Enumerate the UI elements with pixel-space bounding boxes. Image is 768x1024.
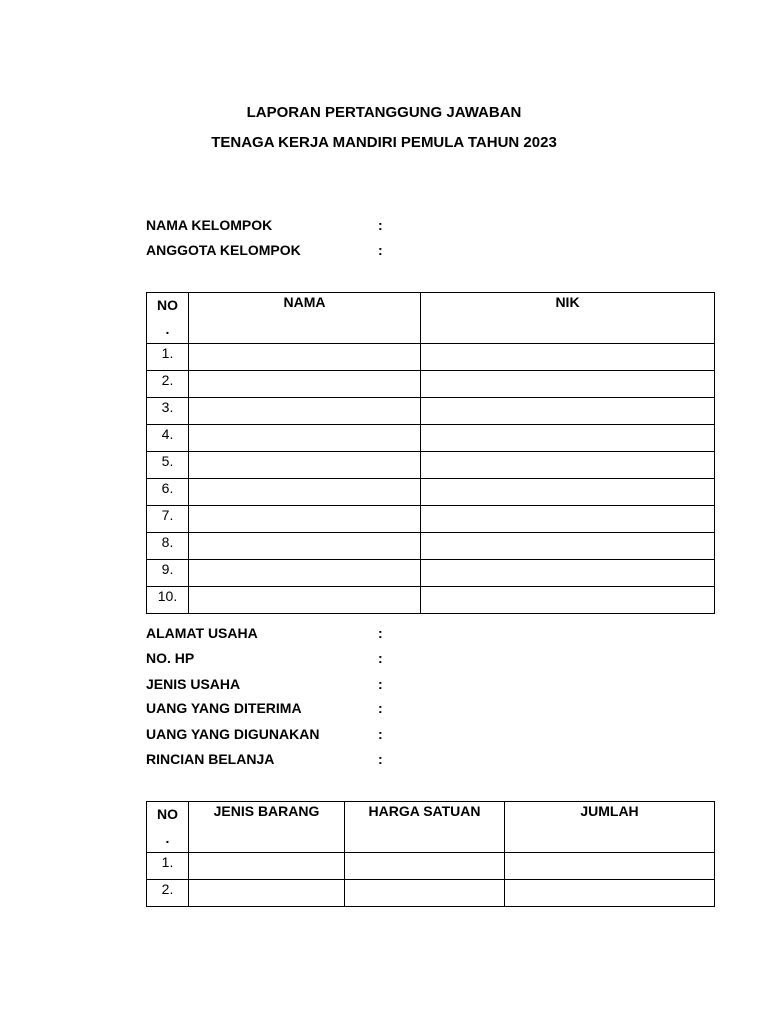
- nama-cell[interactable]: [189, 398, 421, 425]
- table-row: [147, 344, 715, 371]
- field-rincian-belanja: [146, 751, 446, 768]
- field-colon: :: [378, 242, 383, 258]
- document-title-line-2: TENAGA KERJA MANDIRI PEMULA TAHUN 2023: [211, 134, 557, 151]
- table-row: [147, 587, 715, 614]
- field-colon: :: [378, 726, 383, 742]
- header-no-dot: .: [165, 321, 170, 337]
- table-row: [147, 533, 715, 560]
- row-number: 5.: [147, 452, 189, 479]
- table-row: [147, 853, 715, 880]
- table-row: [147, 398, 715, 425]
- field-label: ALAMAT USAHA: [146, 625, 258, 641]
- field-label: NO. HP: [146, 650, 195, 666]
- row-number: 8.: [147, 533, 189, 560]
- jenis-barang-cell[interactable]: [189, 853, 345, 880]
- field-colon: :: [378, 751, 383, 767]
- header-no: [147, 802, 189, 853]
- field-jenis-usaha: [146, 676, 446, 693]
- field-nama-kelompok: [146, 217, 446, 234]
- row-number: 4.: [147, 425, 189, 452]
- field-colon: :: [378, 217, 383, 233]
- nama-cell[interactable]: [189, 425, 421, 452]
- table-row: [147, 371, 715, 398]
- nama-cell[interactable]: [189, 533, 421, 560]
- table-row: [147, 452, 715, 479]
- jumlah-cell[interactable]: [505, 853, 715, 880]
- members-table: [146, 292, 715, 614]
- nama-cell[interactable]: [189, 479, 421, 506]
- field-colon: :: [378, 650, 383, 666]
- field-label: RINCIAN BELANJA: [146, 751, 275, 767]
- row-number: 2.: [147, 371, 189, 398]
- field-label: ANGGOTA KELOMPOK: [146, 242, 301, 258]
- nik-cell[interactable]: [421, 587, 715, 614]
- header-no: [147, 293, 189, 344]
- header-jenis-barang: JENIS BARANG: [189, 802, 345, 853]
- nik-cell[interactable]: [421, 398, 715, 425]
- field-anggota-kelompok: [146, 242, 446, 259]
- row-number: 7.: [147, 506, 189, 533]
- row-number: 2.: [147, 880, 189, 907]
- field-label: UANG YANG DITERIMA: [146, 700, 302, 716]
- nik-cell[interactable]: [421, 425, 715, 452]
- row-number: 1.: [147, 344, 189, 371]
- nik-cell[interactable]: [421, 371, 715, 398]
- field-no-hp: [146, 650, 446, 667]
- items-table: [146, 801, 715, 907]
- row-number: 6.: [147, 479, 189, 506]
- members-table-header-row: [147, 293, 715, 344]
- field-uang-digunakan: [146, 726, 446, 743]
- header-harga-satuan: HARGA SATUAN: [345, 802, 505, 853]
- header-nama: NAMA: [189, 293, 421, 344]
- table-row: [147, 425, 715, 452]
- header-jumlah: JUMLAH: [505, 802, 715, 853]
- nik-cell[interactable]: [421, 560, 715, 587]
- harga-satuan-cell[interactable]: [345, 880, 505, 907]
- jumlah-cell[interactable]: [505, 880, 715, 907]
- field-label: NAMA KELOMPOK: [146, 217, 273, 233]
- header-nik: NIK: [421, 293, 715, 344]
- document-title-line-1: LAPORAN PERTANGGUNG JAWABAN: [246, 104, 522, 121]
- nik-cell[interactable]: [421, 344, 715, 371]
- nama-cell[interactable]: [189, 560, 421, 587]
- field-colon: :: [378, 676, 383, 692]
- table-row: [147, 479, 715, 506]
- header-no-text: NO: [157, 297, 178, 313]
- harga-satuan-cell[interactable]: [345, 853, 505, 880]
- nama-cell[interactable]: [189, 371, 421, 398]
- nik-cell[interactable]: [421, 533, 715, 560]
- field-label: JENIS USAHA: [146, 676, 241, 692]
- nama-cell[interactable]: [189, 344, 421, 371]
- table-row: [147, 880, 715, 907]
- nik-cell[interactable]: [421, 452, 715, 479]
- nik-cell[interactable]: [421, 506, 715, 533]
- field-colon: :: [378, 625, 383, 641]
- header-no-text: NO: [157, 806, 178, 822]
- table-row: [147, 506, 715, 533]
- row-number: 9.: [147, 560, 189, 587]
- nik-cell[interactable]: [421, 479, 715, 506]
- nama-cell[interactable]: [189, 452, 421, 479]
- row-number: 3.: [147, 398, 189, 425]
- field-uang-diterima: [146, 700, 446, 717]
- nama-cell[interactable]: [189, 506, 421, 533]
- table-row: [147, 560, 715, 587]
- row-number: 10.: [147, 587, 189, 614]
- jenis-barang-cell[interactable]: [189, 880, 345, 907]
- field-alamat-usaha: [146, 625, 446, 642]
- row-number: 1.: [147, 853, 189, 880]
- nama-cell[interactable]: [189, 587, 421, 614]
- field-colon: :: [378, 700, 383, 716]
- header-no-dot: .: [165, 830, 170, 846]
- field-label: UANG YANG DIGUNAKAN: [146, 726, 320, 742]
- items-table-header-row: [147, 802, 715, 853]
